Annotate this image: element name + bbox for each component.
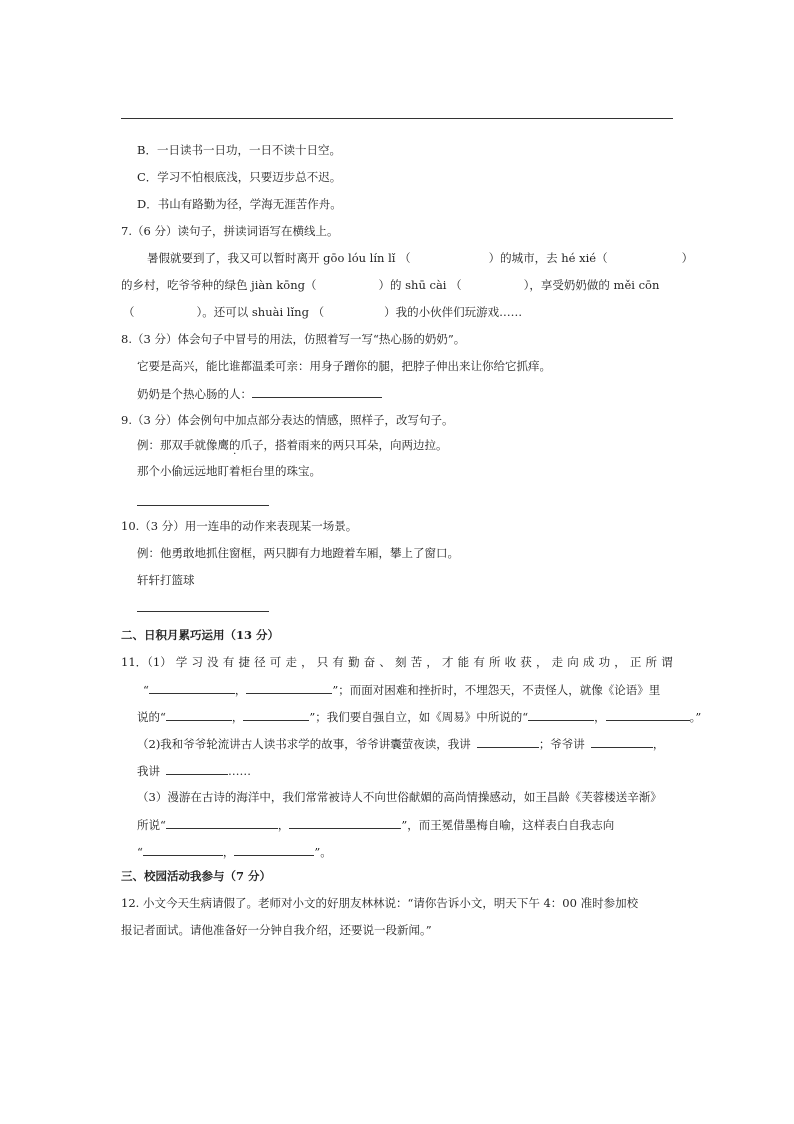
q7-l1-c: ）: [681, 251, 694, 265]
q11-blank-3[interactable]: [166, 708, 232, 721]
q11-l3-a: 说的“: [137, 710, 166, 724]
q9-example: [137, 437, 448, 453]
q11-line-1-char: 习: [191, 655, 204, 669]
q7-l2-b: ）的 shū cài （: [378, 278, 462, 292]
q11-line-1-char: ，: [614, 655, 626, 669]
q11-blank-4[interactable]: [243, 708, 309, 721]
header-rule: [121, 118, 673, 119]
q11-l8-c: ”。: [314, 845, 332, 859]
q11-l4-a: （2)我和爷爷轮流讲古人读书求学的故事，爷爷讲囊萤夜读，我讲: [137, 737, 471, 751]
q6-option-c: C．学习不怕根底浅，只要迈步总不迟。: [137, 170, 342, 184]
q11-blank-5[interactable]: [528, 708, 594, 721]
q11-blank-2[interactable]: [246, 681, 332, 694]
q11-line-3: [137, 708, 701, 725]
q12-line-2: 报记者面试。请他准备好一分钟自我介绍，还要说一段新闻。”: [121, 923, 432, 937]
q11-line-1-char: 苦: [410, 655, 423, 669]
q8-prompt-text: 奶奶是个热心肠的人：: [137, 387, 252, 401]
q8-title: 8.（3 分）体会句子中冒号的用法，仿照着写一写“热心肠的奶奶”。: [121, 332, 466, 346]
q11-blank-12[interactable]: [143, 843, 223, 856]
q11-l2-b: ，: [234, 683, 247, 697]
q11-l2-c: ”；而面对困难和挫折时，不埋怨天，不责怪人，就像《论语》里: [332, 683, 661, 697]
q6-option-d: D．书山有路勤为径，学海无涯苦作舟。: [137, 197, 342, 211]
q11-line-1-char: 可: [269, 655, 282, 669]
q8-example: 它要是高兴，能比谁都温柔可亲：用身子蹭你的腿，把脖子伸出来让你给它抓痒。: [137, 359, 551, 373]
q11-line-2: [143, 681, 660, 698]
q11-line-8: [137, 843, 332, 860]
q7-l3-c: ）我的小伙伴们玩游戏……: [384, 305, 523, 319]
q9-ex-dotted: 像鹰的爪子 ·: [206, 438, 264, 452]
q7-l2-c: ），享受奶奶做的 měi cōn: [523, 278, 660, 292]
q10-title: 10.（3 分）用一连串的动作来表现某一场景。: [121, 519, 358, 533]
q7-l2-a: 的乡村，吃爷爷种的绿色 jiàn kōng（: [121, 278, 317, 292]
q11-l4-c: ，: [652, 737, 665, 751]
q11-line-1-char: 所: [645, 655, 658, 669]
q11-l4-b: ；爷爷讲: [538, 737, 585, 751]
q11-line-1-char: 功: [598, 655, 611, 669]
q11-line-1-char: 有: [332, 655, 344, 669]
q7-line-1: [147, 250, 693, 266]
q11-line-1-char: 有: [473, 655, 485, 669]
q7-line-3: [123, 304, 522, 320]
q11-line-1-char: 捷: [238, 655, 250, 669]
q11-line-1-char: ，: [535, 655, 548, 669]
section-3-heading: 三、校园活动我参与（7 分）: [121, 869, 272, 883]
q8-prompt: [137, 385, 382, 402]
q11-line-1-char: 走: [551, 655, 564, 669]
section-2-heading: 二、日积月累巧运用（13 分）: [121, 628, 280, 642]
q11-line-1: [121, 654, 673, 670]
q11-line-1-char: 向: [567, 655, 579, 669]
q6-option-b: B．一日读书一日功，一日不读十日空。: [137, 143, 341, 157]
q11-blank-1[interactable]: [149, 681, 235, 694]
q11-l3-e: 。”: [689, 710, 702, 724]
q11-line-1-char: 11．（1）: [121, 655, 172, 669]
q11-line-1-char: 径: [254, 655, 266, 669]
q11-blank-11[interactable]: [289, 816, 401, 829]
q9-ex-a: 例：那双手就: [137, 438, 206, 452]
q11-line-1-char: 收: [504, 655, 517, 669]
q11-line-1-char: 勤: [348, 655, 360, 669]
q11-line-4: [137, 735, 664, 752]
q11-l3-c: ”；我们要自强自立，如《周易》中所说的“: [309, 710, 529, 724]
q10-answer-line[interactable]: [137, 611, 269, 612]
q11-blank-6[interactable]: [606, 708, 690, 721]
q11-line-5: [137, 762, 251, 779]
q11-line-1-char: ，: [426, 655, 438, 669]
q11-line-1-char: 学: [175, 655, 188, 669]
q11-l8-b: ，: [222, 845, 235, 859]
q9-title: 9.（3 分）体会例句中加点部分表达的情感，照样子，改写句子。: [121, 413, 454, 427]
q12-line-1: 12. 小文今天生病请假了。老师对小文的好朋友林林说：“请你告诉小文，明天下午 4：00 准时参加校: [121, 896, 639, 910]
q7-l3-b: ）。还可以 shuài lǐng （: [196, 305, 325, 319]
q11-line-7: [137, 816, 614, 833]
q11-line-1-char: 走: [285, 655, 297, 669]
q11-l2-a: “: [143, 683, 149, 697]
q11-line-1-char: 能: [457, 655, 470, 669]
q11-line-1-char: 所: [488, 655, 501, 669]
q7-title: 7.（6 分）读句子，拼读词语写在横线上。: [121, 224, 339, 238]
q11-line-6: （3）漫游在古诗的海洋中，我们常常被诗人不向世俗献媚的高尚情操感动，如王昌龄《芙蓉楼送辛渐》: [137, 790, 662, 804]
q11-l3-d: ，: [594, 710, 606, 724]
q9-answer-line[interactable]: [137, 505, 269, 506]
q10-prompt: 轩轩打篮球: [137, 573, 195, 587]
q11-blank-8[interactable]: [591, 735, 653, 748]
q11-line-1-char: 正: [629, 655, 642, 669]
q7-l1-a: 暑假就要到了，我又可以暂时离开 gōo lóu lín lǐ （: [147, 251, 411, 265]
q11-l3-b: ，: [231, 710, 244, 724]
q11-blank-13[interactable]: [234, 843, 314, 856]
q7-l3-a: （: [123, 305, 135, 319]
q11-l7-b: ，: [277, 818, 290, 832]
q11-l7-c: ”，而王冕借墨梅自喻，这样表白自我志向: [401, 818, 615, 832]
q9-ex-b: ，搭着雨来的两只耳朵，向两边拉。: [263, 438, 448, 452]
q11-blank-7[interactable]: [477, 735, 539, 748]
q7-line-2: [121, 277, 659, 293]
q11-line-1-char: 奋: [363, 655, 376, 669]
q11-line-1-char: 才: [442, 655, 454, 669]
q11-l8-a: “: [137, 845, 143, 859]
q11-blank-9[interactable]: [166, 762, 228, 775]
q10-example: 例：他勇敢地抓住窗框，两只脚有力地蹬着车厢，攀上了窗口。: [137, 546, 459, 560]
q11-line-1-char: 、: [379, 655, 391, 669]
q11-line-1-char: 获: [520, 655, 532, 669]
q11-line-1-char: 谓: [661, 655, 673, 669]
q11-line-1-char: 成: [582, 655, 595, 669]
q7-l1-b: ）的城市，去 hé xié（: [488, 251, 608, 265]
q11-line-1-char: 刻: [395, 655, 407, 669]
q11-blank-10[interactable]: [166, 816, 278, 829]
q11-l5-b: ……: [228, 764, 251, 778]
q11-line-1-char: 只: [316, 655, 329, 669]
q8-answer-blank[interactable]: [252, 385, 382, 398]
q9-sentence: 那个小偷远远地盯着柜台里的珠宝。: [137, 464, 321, 478]
q11-line-1-char: ，: [301, 655, 313, 669]
q11-line-1-char: 没: [207, 655, 219, 669]
q11-line-1-char: 有: [222, 655, 235, 669]
q11-l7-a: 所说“: [137, 818, 166, 832]
q11-l5-a: 我讲: [137, 764, 160, 778]
